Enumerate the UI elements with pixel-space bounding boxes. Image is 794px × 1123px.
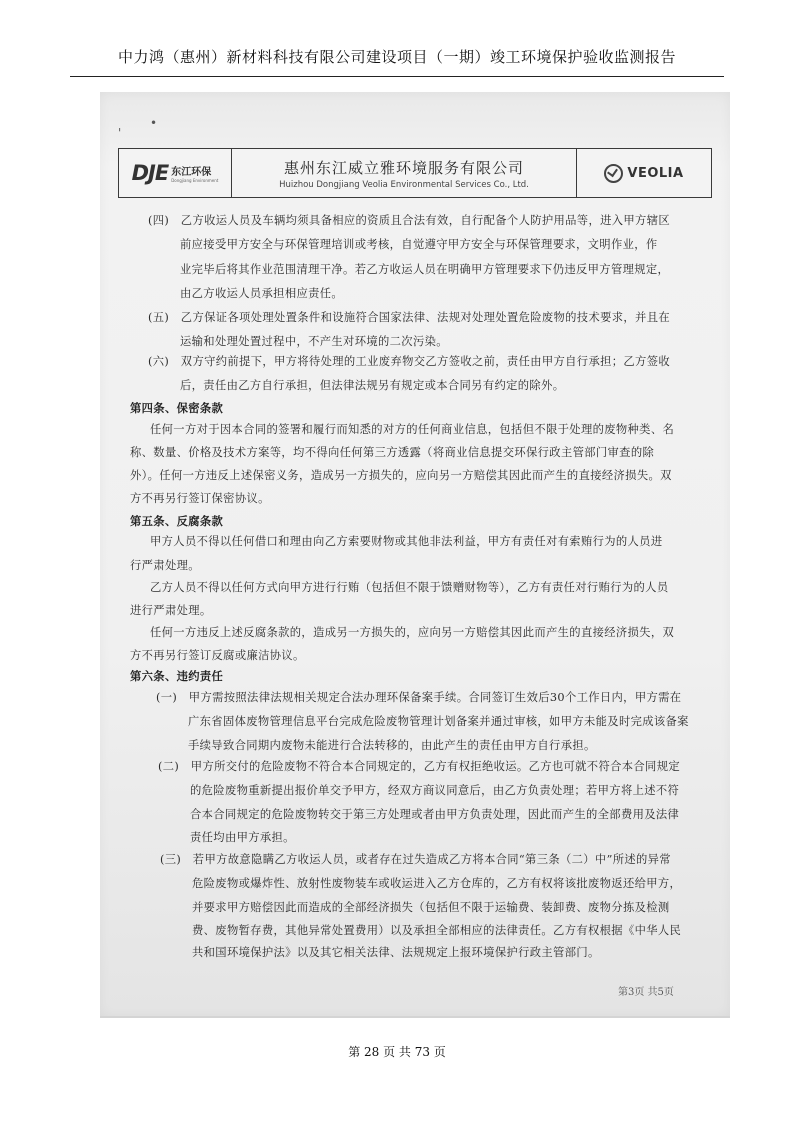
text-line: 外）。任何一方违反上述保密义务，造成另一方损失的，应向另一方赔偿其因此而产生的直接经济损失。双 <box>130 469 672 482</box>
text-line: 方不再另行签订保密协议。 <box>130 492 270 505</box>
text-line: 前应接受甲方安全与环保管理培训或考核，自觉遵守甲方安全与环保管理要求，文明作业，作 <box>180 238 658 251</box>
text-line: (四) 乙方收运人员及车辆均须具备相应的资质且合法有效，自行配备个人防护用品等，进入甲方辖区 <box>148 214 670 227</box>
text-line: (六) 双方守约前提下，甲方将待处理的工业废弃物交乙方签收之前，责任由甲方自行承担；乙方签收 <box>148 355 670 368</box>
text-line: 任何一方违反上述反腐条款的，造成另一方损失的，应向另一方赔偿其因此而产生的直接经济损失，双 <box>150 626 675 639</box>
text-line: 责任均由甲方承担。 <box>190 831 295 844</box>
dongjiang-logo-mark: DJE <box>131 161 169 185</box>
dongjiang-logo-cn: 东江环保 <box>171 167 212 178</box>
text-line: 称、数量、价格及技术方案等，均不得向任何第三方透露（将商业信息提交环保行政主管部门审查的除 <box>130 446 655 459</box>
veolia-wordmark: VEOLIA <box>627 165 684 181</box>
company-name-en: Huizhou Dongjiang Veolia Environmental Services Co., Ltd. <box>279 179 529 190</box>
text-line: 业完毕后将其作业范围清理干净。若乙方收运人员在明确甲方管理要求下仍违反甲方管理规定， <box>180 263 670 276</box>
dongjiang-logo-en: Dongjiang Environment <box>171 178 219 183</box>
section-heading: 第五条、反腐条款 <box>130 514 224 528</box>
text-line: 后，责任由乙方自行承担，但法律法规另有规定或本合同另有约定的除外。 <box>180 379 565 392</box>
scan-speck: ' <box>118 126 122 140</box>
section-heading: 第四条、保密条款 <box>130 401 224 415</box>
section-heading: 第六条、违约责任 <box>130 669 224 683</box>
scan-speck: • <box>150 116 158 130</box>
text-line: 方不再另行签订反腐或廉洁协议。 <box>130 649 305 662</box>
text-line: 广东省固体废物管理信息平台完成危险废物管理计划备案并通过审核，如甲方未能及时完成该备案 <box>188 715 689 728</box>
page-number: 第 28 页 共 73 页 <box>348 1045 446 1059</box>
text-line: (五) 乙方保证各项处理处置条件和设施符合国家法律、法规对处理处置危险废物的技术要求，并且在 <box>148 311 670 324</box>
company-name-cn: 惠州东江威立雅环境服务有限公司 <box>283 158 524 177</box>
text-line: 合本合同规定的危险废物转交于第三方处理或者由甲方负责处理，因此而产生的全部费用及法律 <box>190 808 680 821</box>
text-line: (三) 若甲方故意隐瞒乙方收运人员，或者存在过失造成乙方将本合同“第三条（二）中”所述的异常 <box>160 853 671 866</box>
text-line: (一) 甲方需按照法律法规相关规定合法办理环保备案手续。合同签订生效后30个工作日内，甲方需在 <box>156 691 682 704</box>
text-line: 危险废物或爆炸性、放射性废物装车或收运进入乙方仓库的，乙方有权将该批废物返还给甲方， <box>192 877 682 890</box>
text-line: 费、废物暂存费，其他异常处置费用）以及承担全部相应的法律责任。乙方有权根据《中华人民 <box>192 924 682 937</box>
scan-page-stamp: 第3页 共5页 <box>618 987 674 998</box>
text-line: 手续导致合同期内废物未能进行合法转移的，由此产生的责任由甲方自行承担。 <box>188 739 596 752</box>
text-line: (二) 甲方所交付的危险废物不符合本合同规定的，乙方有权拒绝收运。乙方也可就不符合本合同规定 <box>158 760 680 773</box>
text-line: 任何一方对于因本合同的签署和履行而知悉的对方的任何商业信息，包括但不限于处理的废物种类、名 <box>150 423 675 436</box>
text-line: 共和国环境保护法》以及其它相关法律、法规规定上报环境保护行政主管部门。 <box>192 946 600 959</box>
text-line: 乙方人员不得以任何方式向甲方进行行贿（包括但不限于馈赠财物等），乙方有责任对行贿行为的人员 <box>150 581 669 594</box>
text-line: 行严肃处理。 <box>130 559 200 572</box>
text-line: 并要求甲方赔偿因此而造成的全部经济损失（包括但不限于运输费、装卸费、废物分拣及检测 <box>192 901 670 914</box>
text-line: 运输和处理处置过程中，不产生对环境的二次污染。 <box>180 335 448 348</box>
text-line: 由乙方收运人员承担相应责任。 <box>180 287 344 300</box>
text-line: 的危险废物重新提出报价单交予甲方，经双方商议同意后，由乙方负责处理；若甲方将上述不符 <box>190 784 680 797</box>
text-line: 甲方人员不得以任何借口和理由向乙方索要财物或其他非法利益，甲方有责任对有索贿行为的人员进 <box>150 535 663 548</box>
report-header-title: 中力鸿（惠州）新材料科技有限公司建设项目（一期）竣工环境保护验收监测报告 <box>117 48 676 66</box>
text-line: 进行严肃处理。 <box>130 604 212 617</box>
